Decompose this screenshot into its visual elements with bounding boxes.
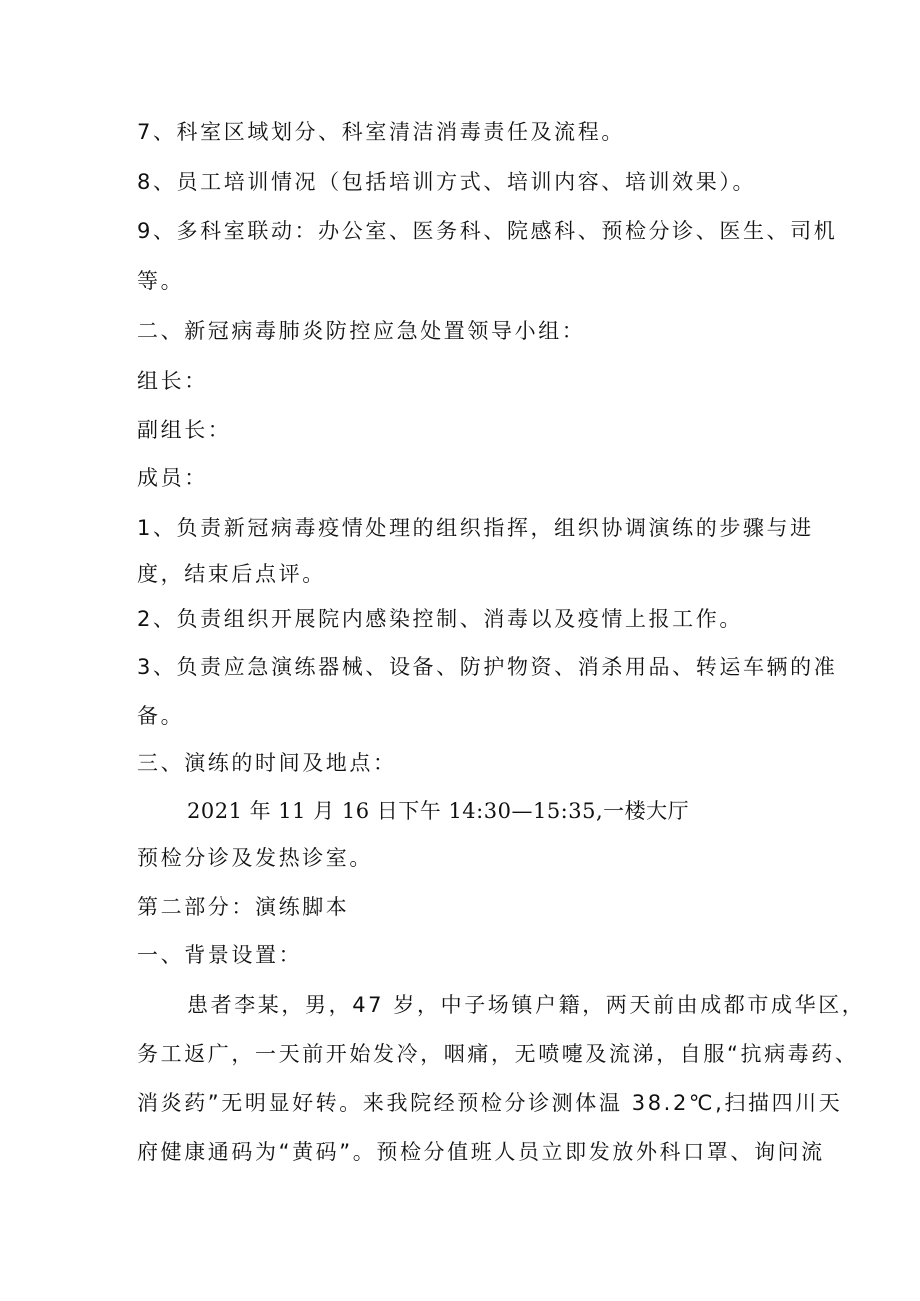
item-7-text: 7、科室区域划分、科室清洁消毒责任及流程。 [137, 120, 625, 144]
background-paragraph-line-1: 患者李某，男，47 岁，中子场镇户籍，两天前由成都市成华区， [187, 993, 866, 1017]
duty-1-text-continued: 度，结束后点评。 [137, 562, 326, 586]
section-two-heading: 二、新冠病毒肺炎防控应急处置领导小组： [137, 319, 586, 343]
duty-2-text: 2、负责组织开展院内感染控制、消毒以及疫情上报工作。 [137, 607, 743, 631]
members-label: 成员： [137, 466, 208, 490]
section-three-heading: 三、演练的时间及地点： [137, 751, 397, 775]
duty-3-text: 3、负责应急演练器械、设备、防护物资、消杀用品、转运车辆的准 [137, 655, 838, 679]
item-9-text: 9、多科室联动：办公室、医务科、院感科、预检分诊、医生、司机 [137, 219, 838, 243]
item-9-text-continued: 等。 [137, 269, 185, 293]
item-8-text: 8、员工培训情况（包括培训方式、培训内容、培训效果）。 [137, 170, 757, 194]
background-paragraph-line-2: 务工返广，一天前开始发冷，咽痛，无喷嚏及流涕，自服“抗病毒药、 [137, 1042, 859, 1066]
group-leader-label: 组长： [137, 369, 208, 393]
background-paragraph-line-3: 消炎药”无明显好转。来我院经预检分诊测体温 38.2℃,扫描四川天 [137, 1091, 843, 1115]
drill-location-continued: 预检分诊及发热诊室。 [137, 846, 373, 870]
deputy-leader-label: 副组长： [137, 418, 232, 442]
duty-3-text-continued: 备。 [137, 704, 185, 728]
part-two-heading: 第二部分：演练脚本 [137, 895, 350, 919]
background-paragraph-line-4: 府健康通码为“黄码”。预检分值班人员立即发放外科口罩、询问流 [137, 1140, 825, 1164]
drill-time-location: 2021 年 11 月 16 日下午 14:30—15:35,一楼大厅 [187, 799, 690, 823]
background-heading: 一、背景设置： [137, 943, 303, 967]
duty-1-text: 1、负责新冠病毒疫情处理的组织指挥，组织协调演练的步骤与进 [137, 516, 814, 540]
